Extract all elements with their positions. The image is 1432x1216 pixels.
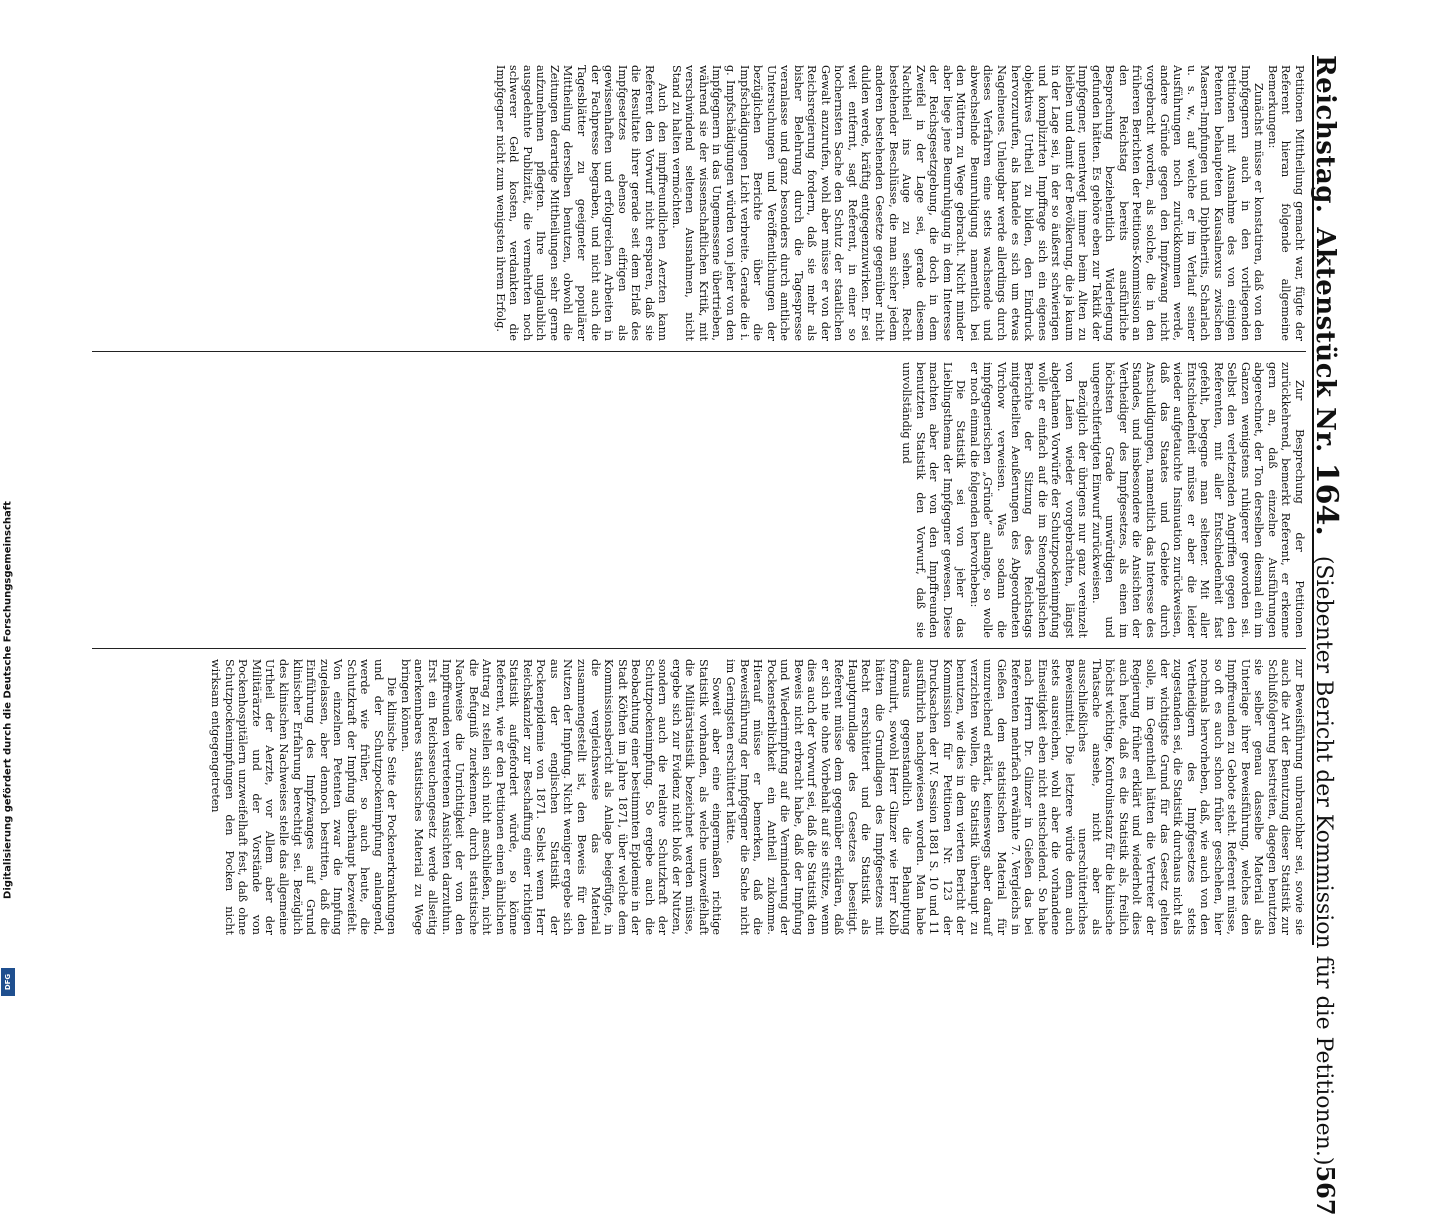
header-doc-label: Aktenstück Nr.: [1310, 227, 1340, 453]
stamp-text: Digitalisierung gefördert durch die Deutsche Forschungsgemeinschaft: [2, 501, 14, 899]
digitization-stamp: [0, 0, 16, 1000]
text-column-2: [92, 351, 1306, 648]
dfg-logo-text: DFG: [4, 973, 12, 991]
paragraph: Zur Besprechung der Petitionen zurückkehrend, bemerkt Referent, er erkenne gern an, daß einzelne Ausführungen abgerechnet, der Ton derselben diesmal ein im Ganzen wenigstens ruhigerer geworden sei. Selbst den verletzenden Angriffen gegen den Referenten, mit aller Entschiedenheit fast gefehlt, begegne man seltener. Mit aller Entschiedenheit müsse er aber die leider wieder aufgetauchte Insinuation zurückweisen, daß das Staates und Gebiete durch Anschuldigungen, namentlich das Interesse des Standes, und insbesondere die Ansichten der Vertheidiger des Impfgesetzes, als einen im höchsten Grade unwürdigen und ungerechtfertigten Einwurf zurückweisen.: [1089, 362, 1306, 638]
dfg-logo: [1, 968, 15, 996]
paragraph: Zunächst müsse er konstatiren, daß von den Impfgegnern auch in den vorliegenden Petitionen mit Ausnahme des von einigen Petenten behaupteten Kausalnexus zwischen Masern-Impfungen und Diphtheritis, Scharlach u. s. w., auf welche er im Verlauf seiner Ausführungen noch zurückkommen werde, andere Gründe gegen den Impfzwang nicht vorgebracht worden, als solche, die in den früheren Berichten der Petitions-Kommission an den Reichstag bereits ausführliche Besprechung beziehentlich Widerlegung gefunden hätten. Es gehöre eben zur Taktik der Impfgegner, unentwegt immer beim Alten zu bleiben und damit der Bevölkerung, die ja kaum in der Lage sei, in der so äußerst schwierigen und komplizirten Impffrage sich ein eigenes objektives Urtheil zu bilden, den Eindruck hervorzurufen, als handele es sich um etwas Nagelneues. Unleugbar werde allerdings durch dieses Verfahren eine stets wachsende und abwechselnde Beunruhigung namentlich bei den Müttern zu Wege gebracht. Nicht minder aber liege jene Beunruhigung in dem Interesse der Reichsgesetzgebung, die doch in dem Zweifel in der Lage sei, gerade diesem Nachtheil ins Auge zu sehen. Recht bestehender Beschlüsse, die man sicher jedem anderen bestehenden Gesetze gegenüber nicht dulden werde, kräftig entgegenzuwirken. Er sei weit entfernt, sagt Referent, in einer so hochernsten Sache den Schutz der staatlichen Gewalt anzurufen, wohl aber müsse er von der Reichsregierung fordern, daß sie mehr als bisher Belehrung durch die Tagespresse veranlasse und ganz besonders durch amtliche Untersuchungen und Veröffentlichungen der bezüglichen Berichte über die Impfschädigungen Licht verbreite. Gerade die i. g. Impfschädigungen würden von jeher von den Impfgegnern in das Ungemessene übertrieben, während sie der wissenschaftlichen Kritik, mit verschwindend seltenen Ausnahmen, nicht Stand zu halten vermöchten.: [669, 65, 1266, 341]
paragraph: Auch den impffreundlichen Aerzten kann Referent den Vorwurf nicht ersparen, daß sie die Resultate ihrer gerade seit dem Erlaß des Impfgesetzes ebenso eifrigen als gewissenhaften und erfolgreichen Arbeiten in der Fachpresse begraben, und nicht auch die Tagesblätter zu geeigneter populärer Mittheilung derselben benutzen, obwohl die Zeitungen derartige Mittheilungen sehr gerne aufzunehmen pflegten. Ihre unglaublich ausgedehnte Publizität, die vermehrten noch schwerer Geld kosten, verdankten die Impfgegner nicht zum wenigsten ihrem Erfolg.: [493, 65, 670, 341]
paragraph: zur Beweisführung unbrauchbar sei, sowie sie auch die Art der Benutzung dieser Statistik zur Schlußfolgerung bestreiten, dagegen benutzten sie selber genau dasselbe Material als Unterlage ihrer Beweisführung, welches den Impffreunden zu Gebote steht. Referent müsse, so oft es auch schon früher geschehen, hier nochmals hervorheben, daß, wie auch von den Vertheidigern des Impfgesetzes stets zugestanden sei, die Statistik durchaus nicht als der wichtigste Grund für das Gesetz gelten solle, im Gegentheil hätten die Vertreter der Regierung früher erklärt und wiederholt dies auch heute, daß es die Statistik als, freilich höchst wichtige, Kontrolinstanz für die klinische Thatsache ansehe, nicht aber als ausschließliches unerschütterliches Beweismittel. Die letztere würde denn auch stets ausreichen, wohl aber die vorhandene Einseitigkeit eben nicht entscheidend. So habe nach Herrn Dr. Glinzer in Gießen das bei Referenten mehrfach erwähnte 7. Vergleichs in Gießen dem statistischen Material für unzureichend erklärt, keineswegs aber darauf verzichten wollen, die Statistik überhaupt zu benutzen, wie dies in dem vierten Bericht der Kommission für Petitionen Nr. 123 der Drucksachen der IV. Session 1881 S. 10 und 11 ausführlich nachgewiesen worden. Man habe daraus gegenstandlich die Behauptung formulirt, sowohl Herr Glinzer wie Herr Kolb hätten die Grundlagen des Impfgesetzes mit Recht erschüttert und die Statistik als Hauptgrundlage des Gesetzes beseitigt. Referent müsse dem gegenüber erklären, daß er sich nie ohne Vorbehalt auf sie stütze, wenn dies auch der Vorwurf sei, daß die Statistik den Beweis nicht erbracht habe, daß der Impfung und Wiederimpfung auf die Verminderung der Pockensterblichkeit ein Antheil zukomme. Hierauf müsse er bemerken, daß die Beweisführung der Impfgegner die Sache nicht im Geringsten erschüttert hätte.: [724, 659, 1306, 935]
paragraph: Die Statistik sei von jeher das Lieblingsthema der Impfgegner gewesen. Diese machten aber der von den Impffreunden benutzten Statistik den Vorwurf, daß sie unvollständig und: [900, 362, 968, 638]
text-columns: [92, 55, 1306, 945]
header-doc-number: 164.: [1309, 462, 1344, 536]
paragraph: Bezüglich der übrigens nur ganz vereinzelt von Laien wieder vorgebrachten, längst abgethanen Vorwürfe der Schutzpockenimpfung wolle er einfach auf die im Stenographischen Berichte der Sitzung des Reichstags mitgetheilten Aeußerungen des Abgeordneten Virchow verweisen. Was sodann die impfgegnerischen „Gründe“ anlange, so wolle er noch einmal die folgenden hervorheben:: [967, 362, 1090, 638]
header-subtitle: (Siebenter Bericht der Kommission für die Petitionen.): [1311, 555, 1336, 1166]
page-header: [1309, 55, 1344, 1216]
paragraph: Soweit aber eine eingermaßen richtige Statistik vorhanden, als welche unzweifelhaft die Militärstatistik bezeichnet werden müsse, ergebe sich zur Evidenz nicht bloß der Nutzen, sondern auch die relative Schutzkraft der Schutzpockenimpfung. So ergebe auch die Beobachtung einer bestimmten Epidemie in der Stadt Köthen im Jahre 1871, über welche dem Kommissionsbericht als Anlage beigefügte, in die vergleichsweise das Material zusammengestellt ist, den Beweis für den Nutzen der Impfung. Nicht weniger ergebe sich aus der englischen Statistik der Pockenepidemie von 1871. Selbst wenn Herr Reichskanzler zur Beschaffung einer richtigen Statistik aufgefordert würde, so könne Referent, wie er den Petitionen einen ähnlichen Antrag zu stellen sich nicht anschließen, nicht die Befugniß zuerkennen, durch statistische Nachweise die Unrichtigkeit der von den Impffreunden vertretenen Ansichten darzuthun. Erst ein Reichsseuchengesetz werde allseitig anerkennbares statistisches Material zu Wege bringen können.: [398, 659, 724, 935]
page-number: 567: [1311, 1165, 1340, 1216]
paragraph: Die klinische Seite der Pockenerkrankungen und der Schutzpockenimpfung anlangend, werde wie früher, so auch heute, die Schutzkraft der Impfung überhaupt bezweifelt. Von einzelnen Petenten zwar die Impfung zugelassen, aber dennoch bestritten, daß die Einführung des Impfzwanges auf Grund klinischer Erfahrung berechtigt sei. Bezüglich des klinischen Nachweises stelle das allgemeine Urtheil der Aerzte, vor Allem aber der Militärärzte und der Vorstände von Pockenhospitälern unzweifelhaft fest, daß ohne Schutzpockenimpfungen den Pocken nicht wirksam entgegengetreten: [209, 659, 399, 935]
text-column-3: [92, 648, 1306, 945]
text-column-1: [92, 55, 1306, 351]
document-page: [86, 35, 1346, 1216]
header-title: Reichstag.: [1310, 55, 1340, 214]
paragraph: Petitionen Mittheilung gemacht war, fügte der Referent hieran folgende allgemeine Bemerkungen:: [1265, 65, 1306, 341]
